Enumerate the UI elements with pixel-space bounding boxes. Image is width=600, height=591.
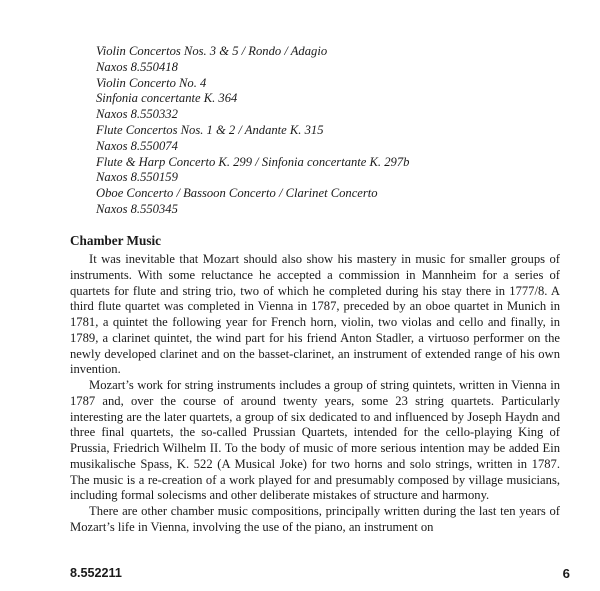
recording-catalog: Naxos 8.550332 (96, 107, 178, 122)
recording-title: Flute Concertos Nos. 1 & 2 / Andante K. 315 (96, 122, 324, 137)
recording-title: Sinfonia concertante K. 364 (96, 91, 238, 106)
paragraph: Mozart’s work for string instruments includes a group of string quintets, written in Vienna in 1787 and, over the course of around twenty years, some 23 string quartets. Particularly interesting are the later quartets, a group of six dedicated to and influenced by Joseph Haydn and three final quartets, the so-called Prussian Quartets, intended for the cello-playing King of Prussia, Friedrich Wilhelm II. To the body of music of more serious intention may be added Ein musikalische Spass, K. 522 (A Musical Joke) for two horns and solo strings, written in 1787. The music is a re-creation of a work played for and presumably composed by village musicians, including formal solecisms and other deliberate mistakes of structure and harmony. (70, 378, 560, 503)
recording-catalog: Naxos 8.550159 (96, 170, 178, 185)
recording-title: Flute & Harp Concerto K. 299 / Sinfonia concertante K. 297b (96, 154, 410, 169)
recording-title: Violin Concertos Nos. 3 & 5 / Rondo / Adagio (96, 44, 328, 58)
recording-catalog: Naxos 8.550418 (96, 59, 178, 74)
paragraph: It was inevitable that Mozart should also show his mastery in music for smaller groups of instruments. With some reluctance he accepted a commission in Mannheim for a series of quartets for flute and string trio, two of which he completed during his stay there in 1777/8. A third flute quartet was completed in Vienna in 1787, preceded by an oboe quartet in Munich in 1781, a quintet the following year for French horn, violin, two violas and cello and finally, in 1789, a clarinet quintet, the wind part for his friend Anton Stadler, a virtuoso performer on the newly developed clarinet and on the basset-clarinet, an instrument of extended range of his own invention. (70, 252, 560, 377)
section-heading: Chamber Music (70, 233, 161, 248)
recording-catalog: Naxos 8.550074 (96, 138, 178, 153)
recordings-list (96, 44, 409, 218)
page-number: 6 (562, 566, 570, 581)
body-text (70, 252, 560, 536)
recording-title: Oboe Concerto / Bassoon Concerto / Clarinet Concerto (96, 186, 378, 201)
recording-catalog: Naxos 8.550345 (96, 201, 178, 216)
catalog-number: 8.552211 (70, 566, 122, 580)
paragraph: There are other chamber music compositions, principally written during the last ten years of Mozart’s life in Vienna, involving the use of the piano, an instrument on (70, 504, 560, 534)
recording-title: Violin Concerto No. 4 (96, 75, 207, 90)
